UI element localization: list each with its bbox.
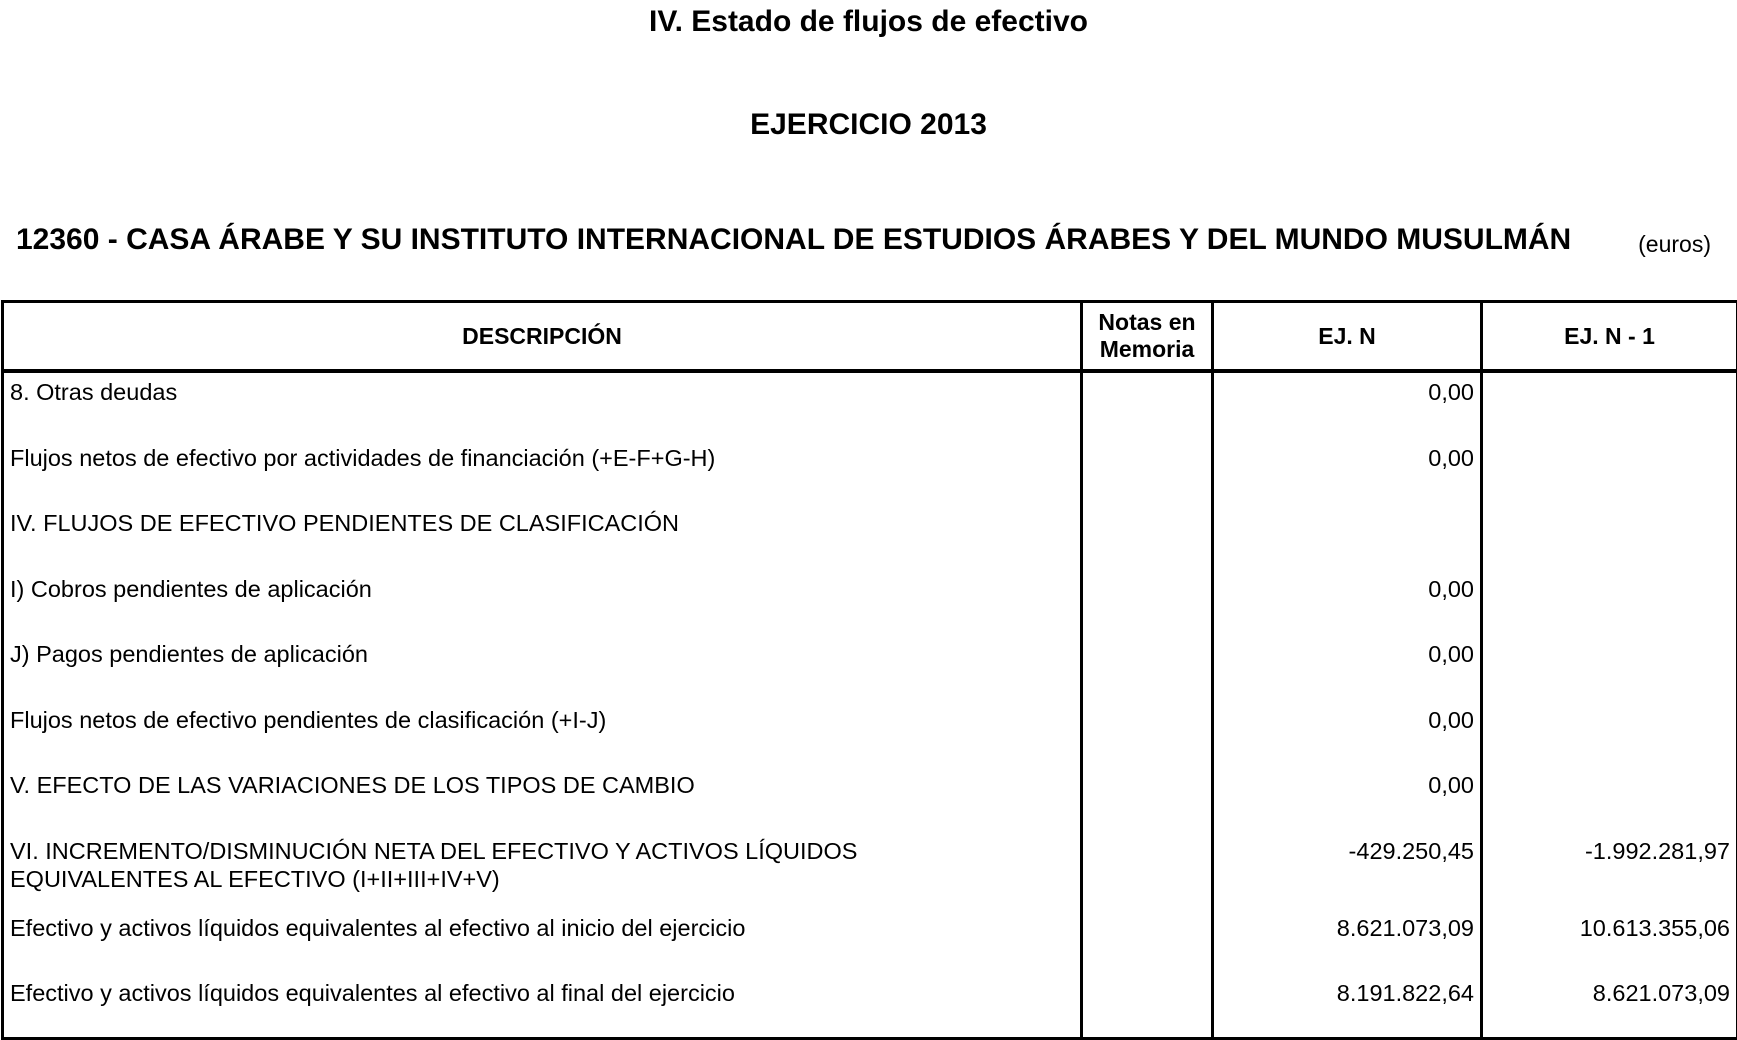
column-header-ej-n-1: EJ. N - 1 [1482,302,1737,372]
row-description: Efectivo y activos líquidos equivalentes al efectivo al final del ejercicio [3,974,1082,1039]
row-value-ej-n-1: 8.621.073,09 [1482,974,1737,1039]
row-notas [1082,701,1213,767]
row-value-ej-n: 0,00 [1213,371,1482,439]
row-value-ej-n: 0,00 [1213,635,1482,701]
row-value-ej-n [1213,504,1482,570]
row-value-ej-n: 0,00 [1213,439,1482,505]
row-notas [1082,570,1213,636]
table-row [3,504,1737,570]
row-notas [1082,909,1213,975]
table-row [3,439,1737,505]
row-notas [1082,832,1213,909]
row-notas [1082,439,1213,505]
row-notas [1082,766,1213,832]
page-title: IV. Estado de flujos de efectivo [0,4,1737,40]
row-value-ej-n-1 [1482,766,1737,832]
table-row [3,974,1737,1039]
column-header-notas [1082,302,1213,372]
row-value-ej-n-1 [1482,439,1737,505]
row-description: V. EFECTO DE LAS VARIACIONES DE LOS TIPOS DE CAMBIO [3,766,1082,832]
row-notas [1082,371,1213,439]
row-value-ej-n-1 [1482,570,1737,636]
entity-heading: 12360 - CASA ÁRABE Y SU INSTITUTO INTERNACIONAL DE ESTUDIOS ÁRABES Y DEL MUNDO MUSULMÁN [16,222,1576,258]
row-value-ej-n-1 [1482,701,1737,767]
table-row [3,766,1737,832]
row-description: Flujos netos de efectivo por actividades de financiación (+E-F+G-H) [3,439,1082,505]
row-value-ej-n-1: -1.992.281,97 [1482,832,1737,909]
column-header-ej-n: EJ. N [1213,302,1482,372]
row-description: J) Pagos pendientes de aplicación [3,635,1082,701]
column-header-notas-line1: Notas en [1083,309,1211,336]
table-header [3,302,1737,372]
column-header-descripcion: DESCRIPCIÓN [3,302,1082,372]
row-description [3,832,1082,909]
row-notas [1082,974,1213,1039]
table-row [3,701,1737,767]
table-body [3,371,1737,1039]
row-value-ej-n: -429.250,45 [1213,832,1482,909]
row-notas [1082,635,1213,701]
row-value-ej-n: 8.191.822,64 [1213,974,1482,1039]
table-row [3,570,1737,636]
row-notas [1082,504,1213,570]
currency-unit-label: (euros) [1638,230,1711,258]
row-value-ej-n: 0,00 [1213,766,1482,832]
row-description: Efectivo y activos líquidos equivalentes al efectivo al inicio del ejercicio [3,909,1082,975]
row-value-ej-n: 0,00 [1213,701,1482,767]
row-description: 8. Otras deudas [3,371,1082,439]
row-description: IV. FLUJOS DE EFECTIVO PENDIENTES DE CLASIFICACIÓN [3,504,1082,570]
table-row [3,909,1737,975]
row-description: I) Cobros pendientes de aplicación [3,570,1082,636]
row-description: Flujos netos de efectivo pendientes de clasificación (+I-J) [3,701,1082,767]
table-row [3,832,1737,909]
row-value-ej-n-1 [1482,504,1737,570]
table-header-row [3,302,1737,372]
row-value-ej-n-1 [1482,371,1737,439]
row-description-line1: VI. INCREMENTO/DISMINUCIÓN NETA DEL EFECTIVO Y ACTIVOS LÍQUIDOS [10,837,1074,865]
row-value-ej-n: 8.621.073,09 [1213,909,1482,975]
table-row [3,635,1737,701]
row-value-ej-n-1: 10.613.355,06 [1482,909,1737,975]
row-value-ej-n-1 [1482,635,1737,701]
row-value-ej-n: 0,00 [1213,570,1482,636]
table-row [3,371,1737,439]
row-description-line2: EQUIVALENTES AL EFECTIVO (I+II+III+IV+V) [10,865,1074,893]
cash-flow-table [1,300,1737,1040]
column-header-notas-line2: Memoria [1083,336,1211,363]
fiscal-year-heading: EJERCICIO 2013 [0,107,1737,143]
